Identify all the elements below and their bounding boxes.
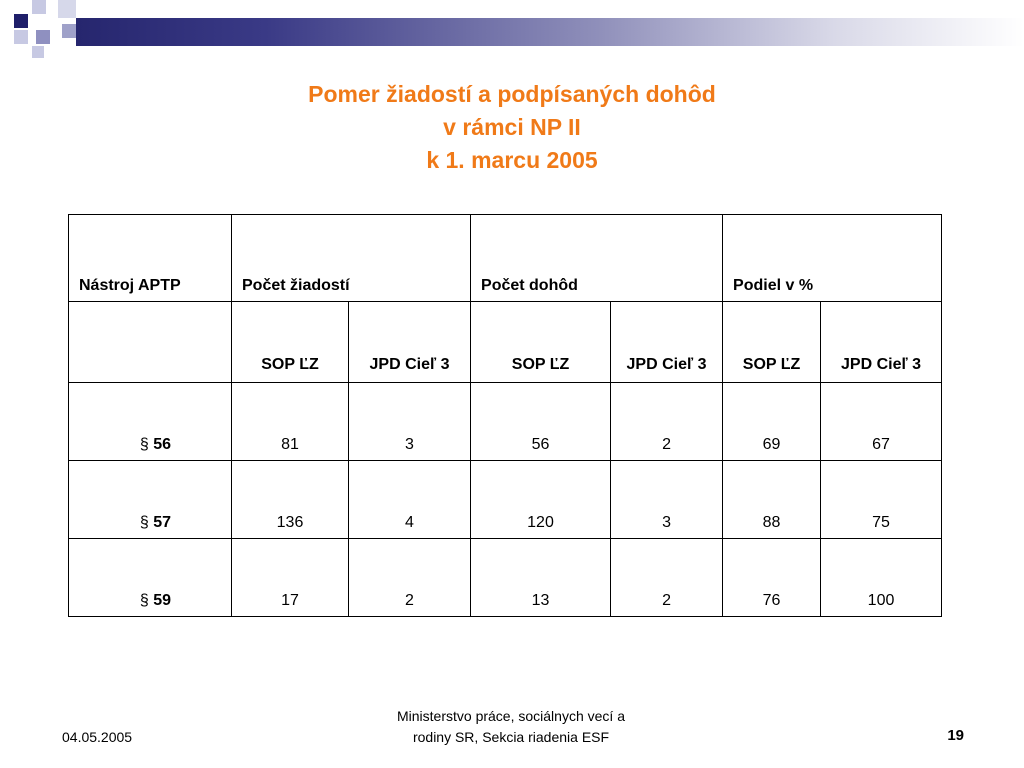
cell-value: 3 [611,461,723,539]
cell-value: 56 [471,383,611,461]
subheader-empty [69,302,232,383]
cell-value: 76 [723,539,821,617]
decorative-square [32,0,46,14]
table-row [69,539,942,617]
decorative-square [32,46,44,58]
row-label [69,539,232,617]
footer-organization [341,706,681,748]
section-number: 57 [153,514,171,531]
section-symbol: § [139,592,149,609]
cell-value: 2 [611,539,723,617]
page-number: 19 [947,727,964,744]
title-line-1: Pomer žiadostí a podpísaných dohôd [308,81,716,107]
section-symbol: § [139,436,149,453]
cell-value: 4 [349,461,471,539]
applications-agreements-table [68,214,942,617]
cell-value: 136 [232,461,349,539]
section-number: 56 [153,436,171,453]
table-subheader-row [69,302,942,383]
header-share: Podiel v % [723,215,942,302]
cell-value: 120 [471,461,611,539]
subheader-sop-lz: SOP ĽZ [471,302,611,383]
cell-value: 3 [349,383,471,461]
header-agreements: Počet dohôd [471,215,723,302]
subheader-sop-lz: SOP ĽZ [723,302,821,383]
decorative-square [36,30,50,44]
slide-title [0,78,1024,177]
table-row [69,383,942,461]
title-line-3: k 1. marcu 2005 [426,147,598,173]
subheader-sop-lz: SOP ĽZ [232,302,349,383]
cell-value: 17 [232,539,349,617]
subheader-jpd-ciel3: JPD Cieľ 3 [611,302,723,383]
cell-value: 100 [821,539,942,617]
decorative-square [58,0,76,18]
decorative-square [62,24,76,38]
cell-value: 81 [232,383,349,461]
footer-date: 04.05.2005 [62,729,133,745]
cell-value: 75 [821,461,942,539]
cell-value: 13 [471,539,611,617]
subheader-jpd-ciel3: JPD Cieľ 3 [821,302,942,383]
cell-value: 69 [723,383,821,461]
cell-value: 2 [349,539,471,617]
section-number: 59 [153,592,171,609]
decorative-square [14,30,28,44]
cell-value: 88 [723,461,821,539]
header-gradient-bar [76,18,1024,46]
header-applications: Počet žiadostí [232,215,471,302]
decorative-square [14,14,28,28]
section-symbol: § [139,514,149,531]
row-label [69,383,232,461]
table-header-row [69,215,942,302]
footer-org-line-1: Ministerstvo práce, sociálnych vecí a [397,708,625,724]
row-label [69,461,232,539]
title-line-2: v rámci NP II [443,114,581,140]
cell-value: 67 [821,383,942,461]
table-row [69,461,942,539]
footer-org-line-2: rodiny SR, Sekcia riadenia ESF [412,729,610,745]
cell-value: 2 [611,383,723,461]
subheader-jpd-ciel3: JPD Cieľ 3 [349,302,471,383]
header-tool: Nástroj APTP [69,215,232,302]
